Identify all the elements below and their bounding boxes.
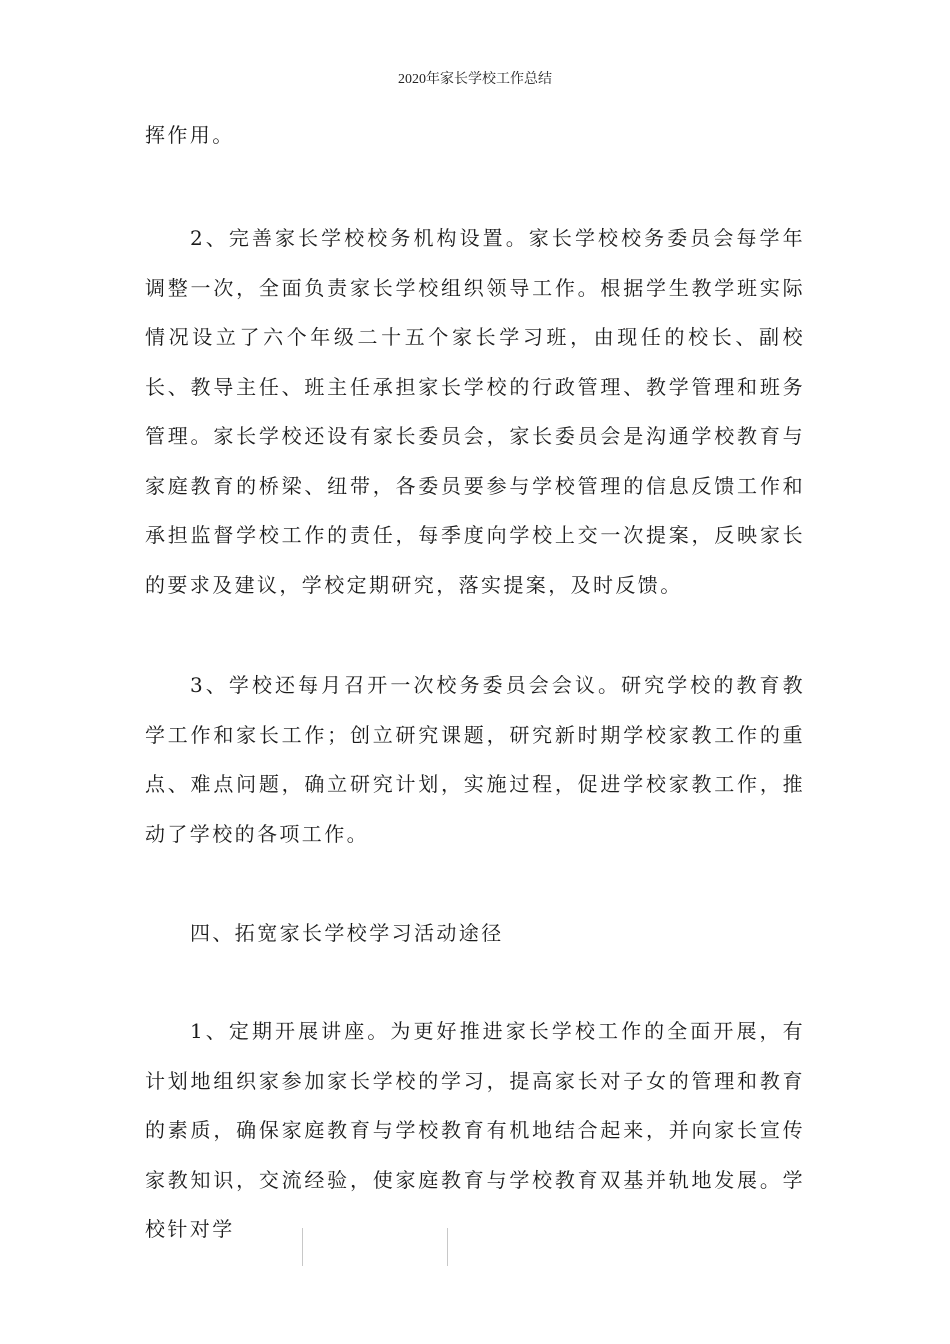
footer-divider-right	[447, 1228, 448, 1266]
paragraph-lectures: 1、定期开展讲座。为更好推进家长学校工作的全面开展，有计划地组织家参加家长学校的学习，提高家长对子女的管理和教育的素质，确保家庭教育与学校教育有机地结合起来，并向家长宣传家教知识，交流经验，使家庭教育与学校教育双基并轨地发展。学校针对学	[145, 1019, 805, 1241]
section-heading: 四、拓宽家长学校学习活动途径	[190, 921, 504, 945]
paragraph-monthly-meeting: 3、学校还每月召开一次校务委员会会议。研究学校的教育教学工作和家长工作；创立研究课题，研究新时期学校家教工作的重点、难点问题，确立研究计划，实施过程，促进学校家教工作，推动了学校的各项工作。	[145, 673, 805, 846]
footer-divider-left	[302, 1228, 303, 1266]
paragraph-organization-setup: 2、完善家长学校校务机构设置。家长学校校务委员会每学年调整一次，全面负责家长学校组织领导工作。根据学生教学班实际情况设立了六个年级二十五个家长学习班，由现任的校长、副校长、教导主任、班主任承担家长学校的行政管理、教学管理和班务管理。家长学校还设有家长委员会，家长委员会是沟通学校教育与家庭教育的桥梁、纽带，各委员要参与学校管理的信息反馈工作和承担监督学校工作的责任，每季度向学校上交一次提案，反映家长的要求及建议，学校定期研究，落实提案，及时反馈。	[145, 226, 805, 597]
paragraph-continuation: 挥作用。	[145, 123, 235, 147]
page-header: 2020年家长学校工作总结	[398, 72, 552, 87]
